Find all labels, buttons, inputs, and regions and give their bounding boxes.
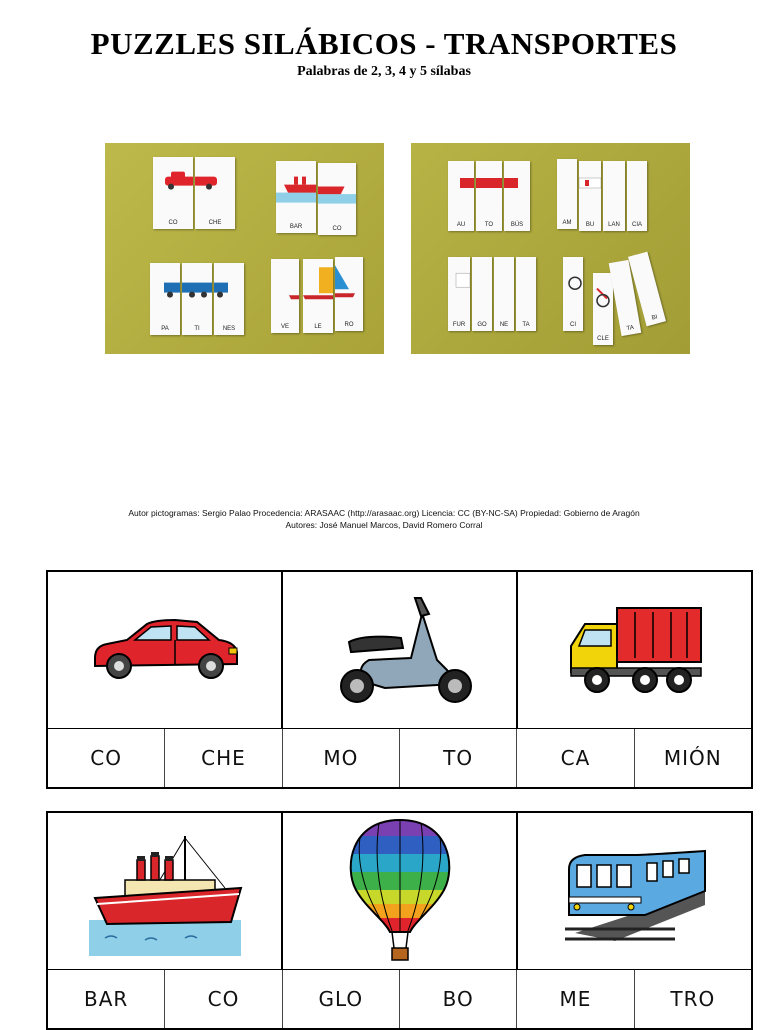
syllable-cell: MO <box>283 729 400 787</box>
piece-label: CI <box>570 322 576 328</box>
piece-label: LAN <box>608 222 620 228</box>
credits-line-1: Autor pictogramas: Sergio Palao Procedencia: ARASAAC (http://arasaac.org) Licencia: CC (BY-NC-SA) Propiedad: Gobierno de Aragón <box>128 508 640 518</box>
puzzle-piece <box>494 257 514 331</box>
puzzle-piece <box>214 263 244 335</box>
ship-icon <box>85 826 245 956</box>
puzzle-piece <box>335 257 363 331</box>
bus-icon <box>504 161 530 203</box>
puzzle-piece <box>448 161 474 231</box>
puzzle-piece <box>603 161 625 231</box>
sailboat-icon <box>303 259 333 303</box>
page-title: PUZZLES SILÁBICOS - TRANSPORTES <box>90 26 678 61</box>
scooter-icon <box>325 590 475 710</box>
puzzle-photo-1 <box>105 143 384 354</box>
piece-label: TA <box>522 322 530 328</box>
credits-line-2: Autores: José Manuel Marcos, David Romero Corral <box>285 520 483 530</box>
ship-icon <box>276 161 316 204</box>
puzzle-piece <box>303 259 333 333</box>
bicycle-icon <box>593 273 613 316</box>
piece-label: NE <box>499 322 509 328</box>
syllable-cell: ME <box>517 970 634 1028</box>
piece-label: TI <box>194 326 200 332</box>
picture-cell <box>283 813 518 969</box>
piece-label: LE <box>314 324 322 330</box>
picture-cell <box>48 813 283 969</box>
syllable-cell: TRO <box>670 987 716 1011</box>
bus-icon <box>448 161 474 203</box>
ambulance-icon <box>579 161 601 203</box>
syllable-cell: BO <box>400 970 517 1028</box>
piece-label: BU <box>585 222 595 228</box>
piece-label: FUR <box>452 322 466 328</box>
syllable-cell: GLO <box>283 970 400 1028</box>
puzzle-piece <box>504 161 530 231</box>
puzzle-grid-2 <box>46 811 753 1030</box>
bicycle-icon <box>563 257 583 301</box>
piece-label: PA <box>161 326 169 332</box>
roller-skate-icon <box>150 263 180 306</box>
puzzle-piece <box>579 161 601 231</box>
car-icon <box>153 157 193 200</box>
truck-icon <box>565 600 705 700</box>
puzzle-piece <box>448 257 470 331</box>
syllable-cell: CHE <box>165 729 282 787</box>
piece-label: BÚS <box>510 222 524 228</box>
roller-skate-icon <box>182 263 212 306</box>
puzzle-piece <box>153 157 193 229</box>
puzzle-piece <box>476 161 502 231</box>
puzzle-grid-1 <box>46 570 753 789</box>
picture-cell <box>283 572 518 728</box>
syllable-cell: CO <box>48 729 165 787</box>
piece-label: GO <box>477 322 487 328</box>
piece-label: CHE <box>208 220 222 226</box>
van-icon <box>448 257 470 301</box>
puzzle-piece <box>318 163 356 235</box>
puzzle-piece <box>472 257 492 331</box>
piece-label: AM <box>562 220 572 226</box>
syllable-cell: CA <box>517 729 634 787</box>
puzzle-piece <box>563 257 583 331</box>
piece-label: CO <box>168 220 178 226</box>
puzzle-piece <box>150 263 180 335</box>
piece-label: CO <box>332 226 342 232</box>
metro-train-icon <box>555 831 715 951</box>
puzzle-photo-2 <box>411 143 690 354</box>
ship-icon <box>318 163 356 206</box>
puzzle-piece <box>557 159 577 229</box>
sailboat-icon <box>335 257 363 301</box>
piece-label: BI <box>651 314 659 322</box>
bus-icon <box>476 161 502 203</box>
syllable-cell: CO <box>165 970 282 1028</box>
piece-label: AU <box>456 222 466 228</box>
car-icon <box>85 610 245 690</box>
picture-cell <box>48 572 283 728</box>
piece-label: CLE <box>597 336 609 342</box>
puzzle-piece <box>182 263 212 335</box>
page-subtitle: Palabras de 2, 3, 4 y 5 sílabas <box>297 64 471 79</box>
puzzle-piece <box>516 257 536 331</box>
puzzle-piece <box>195 157 235 229</box>
sailboat-icon <box>271 259 299 303</box>
piece-label: NES <box>222 326 236 332</box>
syllable-cell: TO <box>400 729 517 787</box>
piece-label: TO <box>484 222 494 228</box>
puzzle-piece <box>276 161 316 233</box>
piece-label: VE <box>280 324 289 330</box>
roller-skate-icon <box>214 263 244 306</box>
car-icon <box>195 157 235 200</box>
puzzle-piece <box>593 273 613 345</box>
piece-label: BAR <box>289 224 303 230</box>
syllable-cell: BAR <box>48 970 165 1028</box>
piece-label: TA <box>626 324 635 333</box>
picture-cell <box>518 572 751 728</box>
hot-air-balloon-icon <box>340 816 460 966</box>
puzzle-piece <box>271 259 299 333</box>
picture-cell <box>518 813 751 969</box>
credits <box>0 507 768 531</box>
piece-label: CIA <box>631 222 642 228</box>
piece-label: RO <box>344 322 354 328</box>
syllable-cell: MIÓN <box>663 746 722 770</box>
puzzle-piece <box>627 161 647 231</box>
